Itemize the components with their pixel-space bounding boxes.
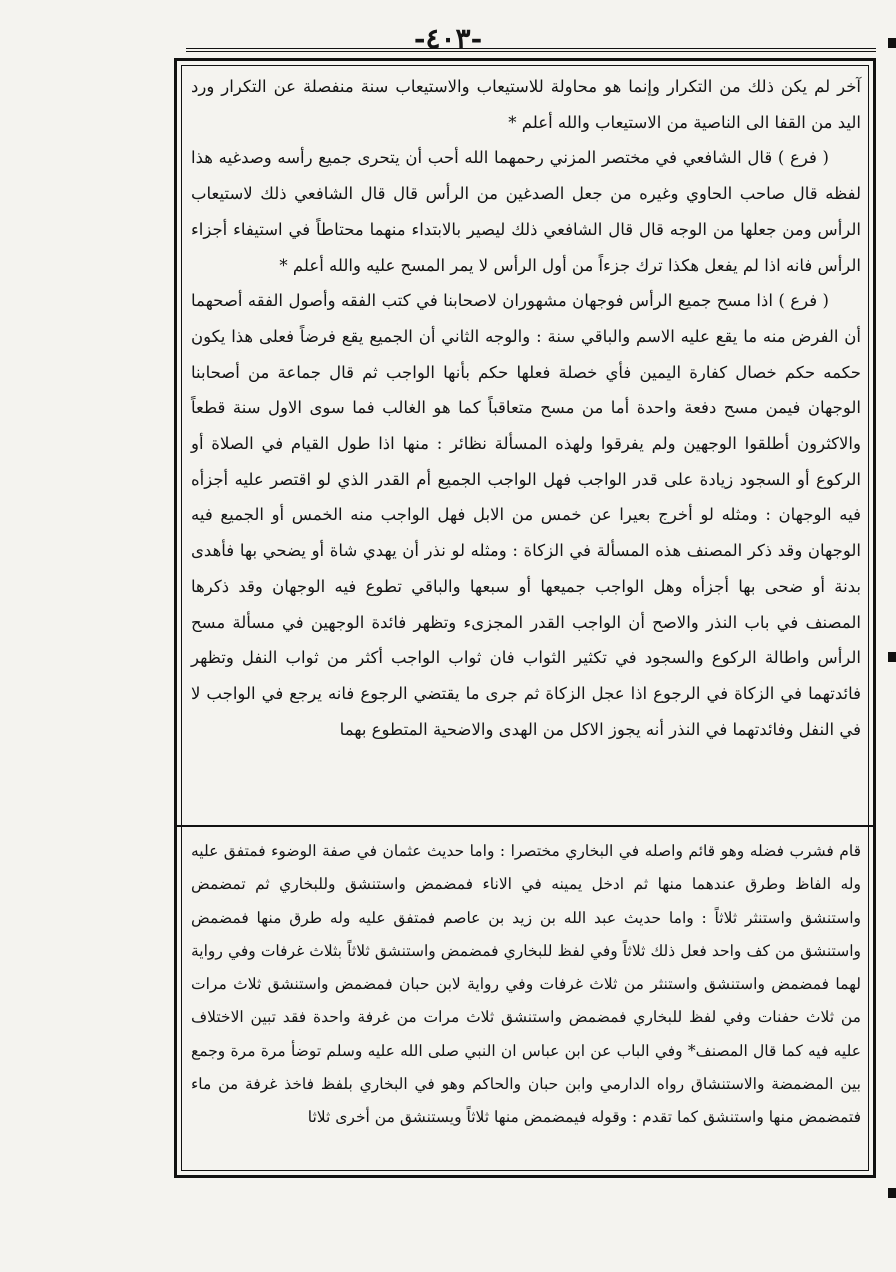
binding-mark [888,38,896,48]
top-double-rule [186,48,876,52]
binding-mark [888,652,896,662]
main-paragraph: ( فرع ) قال الشافعي في مختصر المزني رحمهما الله أحب أن يتحرى جميع رأسه وصدغيه هذا لفظه قال صاحب الحاوي وغيره من جعل الصدغين من الرأس قال قال الشافعي ذلك لاستيعاب الرأس ومن جعلها من الوجه قال قال الشافعي ذلك ليصير بالابتداء منهما محتاطاً في استيفاء أجزاء الرأس فانه اذا لم يفعل هكذا ترك جزءاً من أول الرأس لا يمر المسح عليه والله أعلم * [191,148,861,275]
footnote-divider [177,825,873,827]
footnote-body [191,835,861,1135]
page-number: -٤٠٣- [413,22,483,55]
main-paragraph: آخر لم يكن ذلك من التكرار وإنما هو محاولة للاستيعاب والاستيعاب سنة منفصلة عن التكرار ورد اليد من القفا الى الناصية من الاستيعاب والله أعلم * [191,77,861,132]
main-paragraph: ( فرع ) اذا مسح جميع الرأس فوجهان مشهوران لاصحابنا في كتب الفقه وأصول الفقه أصحهما أن الفرض منه ما يقع عليه الاسم والباقي سنة : والوجه الثاني أن الجميع يقع فرضاً فعلى هذا يكون حكمه حكم خصال كفارة اليمين فأي خصلة فعلها حكم بأنها الواجب ثم قال جماعة من أصحابنا الوجهان فيمن مسح دفعة واحدة أما من مسح متعاقباً كما هو الغالب فما سوى الاول سنة قطعاً والاكثرون أطلقوا الوجهين ولم يفرقوا ولهذه المسألة نظائر : منها اذا طول القيام في الصلاة أو الركوع أو السجود زيادة على قدر الواجب فهل الواجب الجميع أم القدر الذي لو اقتصر عليه أجزأه فيه الوجهان : ومثله لو أخرج بعيرا عن خمس من الابل فهل الواجب منه الخمس أو الجميع فيه الوجهان وقد ذكر المصنف هذه المسألة في الزكاة : ومثله لو نذر أن يهدي شاة أو يضحي بها فأهدى بدنة أو ضحى بها أجزأه وهل الواجب جميعها أو سبعها والباقي تطوع فيه الوجهان وقد ذكرها المصنف في باب النذر والاصح أن الواجب القدر المجزىء وتظهر فائدة الوجهين في مسألة مسح الرأس واطالة الركوع والسجود في تكثير الثواب فان ثواب الواجب أكثر من ثواب النفل وتظهر فائدتهما في الزكاة في الرجوع اذا عجل الزكاة ثم جرى ما يقتضي الرجوع فانه يرجع في الواجب لا في النفل وفائدتهما في النذر أنه يجوز الاكل من الهدى والاضحية المتطوع بهما [191,291,861,739]
main-text-body [191,69,861,747]
footnote-paragraph: قام فشرب فضله وهو قائم واصله في البخاري مختصرا : واما حديث عثمان في صفة الوضوء فمتفق عليه وله الفاظ وطرق عندهما منها ثم ادخل يمينه في الاناء فمضمض واستنشق وللبخاري ثم تمضمض واستنشق واستنثر ثلاثاً : واما حديث عبد الله بن زيد بن عاصم فمتفق عليه وله طرق منها فمضمض واستنشق من كف واحد فعل ذلك ثلاثاً وفي لفظ للبخاري فمضمض واستنشق ثلاثاً بثلاث غرفات وفي رواية لهما فمضمض واستنشق واستنثر من ثلاث غرفات وفي رواية لابن حبان فمضمض واستنشق ثلاث مرات من ثلاث حفنات وفي لفظ للبخاري فمضمض واستنشق ثلاث مرات من غرفة واحدة فقد تبين الاختلاف عليه فيه كما قال المصنف* وفي الباب عن ابن عباس ان النبي صلى الله عليه وسلم توضأ مرة مرة وجمع بين المضمضة والاستنشاق رواه الدارمي وابن حبان والحاكم وهو في البخاري بلفظ فاخذ غرفة من ماء فتمضمض منها واستنشق كما تقدم : وقوله فيمضمض منها ثلاثاً ويستنشق من أخرى ثلاثا [191,842,861,1127]
page-frame [174,58,876,1178]
binding-mark [888,1188,896,1198]
